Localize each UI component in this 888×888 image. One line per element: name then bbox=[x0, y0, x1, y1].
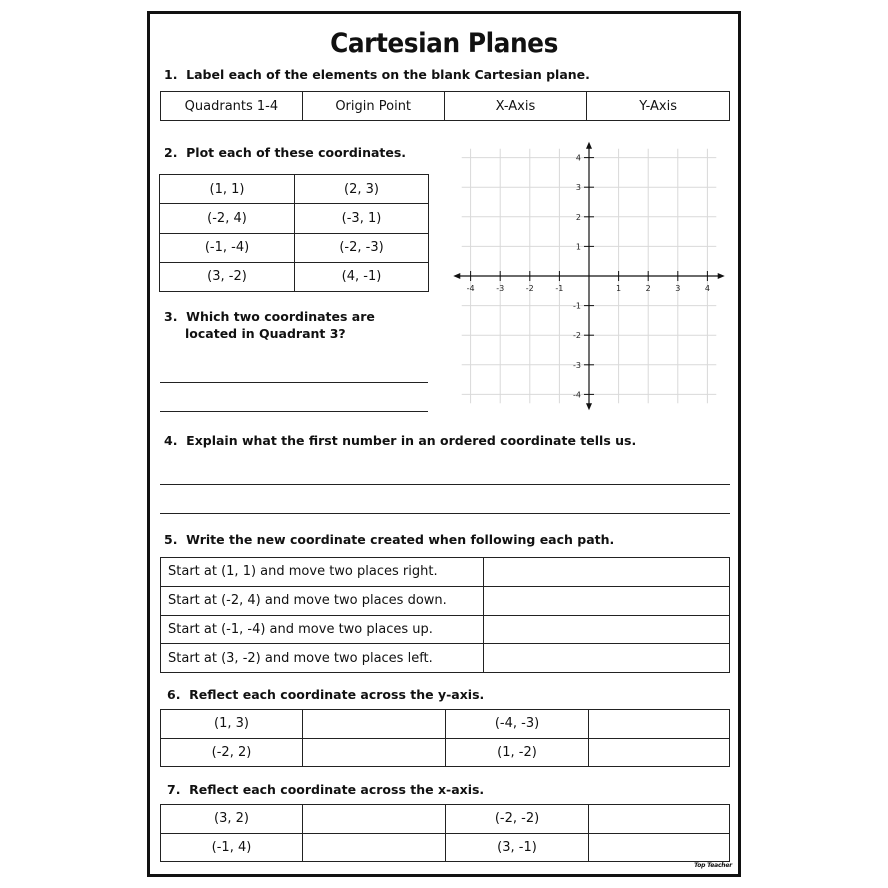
answer-cell bbox=[303, 738, 446, 767]
coord-cell: (3, 2) bbox=[161, 805, 303, 834]
coord-cell: (-1, 4) bbox=[161, 833, 303, 862]
y-axis-arrow-down bbox=[586, 403, 592, 410]
answer-line bbox=[160, 411, 428, 412]
path-instruction: Start at (1, 1) and move two places right. bbox=[161, 558, 484, 587]
x-axis-arrow-left bbox=[453, 273, 460, 279]
answer-cell bbox=[589, 710, 730, 739]
y-tick-label: 1 bbox=[575, 242, 581, 252]
x-tick-label: 3 bbox=[675, 284, 681, 293]
coord-cell: (4, -1) bbox=[295, 262, 429, 291]
reflect-x-table bbox=[160, 804, 730, 862]
coord-cell: (2, 3) bbox=[295, 175, 429, 204]
question-6: 6. Reflect each coordinate across the y-axis. bbox=[167, 687, 485, 702]
y-tick-label: 3 bbox=[575, 183, 581, 193]
coord-cell: (-2, -2) bbox=[446, 805, 589, 834]
label-x-axis: X-Axis bbox=[444, 92, 587, 121]
y-tick-label: -3 bbox=[573, 360, 581, 370]
x-tick-label: 4 bbox=[704, 284, 710, 293]
question-1: 1. Label each of the elements on the blank Cartesian plane. bbox=[164, 67, 590, 82]
cartesian-plane bbox=[452, 140, 730, 416]
answer-cell bbox=[303, 710, 446, 739]
answer-line bbox=[160, 513, 730, 514]
answer-line bbox=[160, 484, 730, 485]
label-y-axis: Y-Axis bbox=[587, 92, 730, 121]
x-tick-label: -2 bbox=[525, 284, 534, 293]
y-tick-label: 2 bbox=[575, 212, 581, 222]
answer-line bbox=[160, 382, 428, 383]
coord-cell: (3, -2) bbox=[160, 262, 295, 291]
question-3-line-2: located in Quadrant 3? bbox=[185, 326, 346, 341]
x-tick-label: 2 bbox=[645, 284, 651, 293]
coord-cell: (-2, -3) bbox=[295, 233, 429, 262]
y-tick-label: 4 bbox=[575, 153, 581, 163]
x-axis-arrow-right bbox=[718, 273, 725, 279]
x-tick-label: -4 bbox=[466, 284, 475, 293]
label-quadrants: Quadrants 1-4 bbox=[161, 92, 303, 121]
answer-cell bbox=[484, 558, 730, 587]
answer-cell bbox=[484, 615, 730, 644]
x-tick-label: 1 bbox=[616, 284, 622, 293]
answer-cell bbox=[484, 586, 730, 615]
x-tick-label: -3 bbox=[496, 284, 505, 293]
coord-cell: (-2, 2) bbox=[161, 738, 303, 767]
label-origin: Origin Point bbox=[302, 92, 444, 121]
coord-cell: (1, 3) bbox=[161, 710, 303, 739]
x-tick-label: -1 bbox=[555, 284, 564, 293]
coord-cell: (-1, -4) bbox=[160, 233, 295, 262]
paths-table bbox=[160, 557, 730, 673]
path-instruction: Start at (3, -2) and move two places left. bbox=[161, 644, 484, 673]
labels-table bbox=[160, 91, 730, 121]
answer-cell bbox=[589, 738, 730, 767]
coord-cell: (-3, 1) bbox=[295, 204, 429, 233]
answer-cell bbox=[484, 644, 730, 673]
question-7: 7. Reflect each coordinate across the x-axis. bbox=[167, 782, 485, 797]
question-2: 2. Plot each of these coordinates. bbox=[164, 145, 407, 160]
coordinates-table bbox=[159, 174, 429, 292]
question-3-line-1: 3. Which two coordinates are bbox=[164, 309, 375, 324]
y-tick-label: -2 bbox=[573, 331, 581, 341]
path-instruction: Start at (-2, 4) and move two places down. bbox=[161, 586, 484, 615]
coord-cell: (-4, -3) bbox=[446, 710, 589, 739]
answer-cell bbox=[303, 833, 446, 862]
page-title: Cartesian Planes bbox=[330, 28, 558, 59]
answer-cell bbox=[589, 833, 730, 862]
worksheet bbox=[147, 11, 741, 877]
coord-cell: (1, 1) bbox=[160, 175, 295, 204]
question-4: 4. Explain what the first number in an ordered coordinate tells us. bbox=[164, 433, 637, 448]
reflect-y-table bbox=[160, 709, 730, 767]
answer-cell bbox=[589, 805, 730, 834]
answer-cell bbox=[303, 805, 446, 834]
coord-cell: (-2, 4) bbox=[160, 204, 295, 233]
y-tick-label: -4 bbox=[573, 390, 581, 400]
y-axis-arrow-up bbox=[586, 142, 592, 149]
coord-cell: (3, -1) bbox=[446, 833, 589, 862]
path-instruction: Start at (-1, -4) and move two places up. bbox=[161, 615, 484, 644]
coord-cell: (1, -2) bbox=[446, 738, 589, 767]
brand-logo: Top Teacher bbox=[694, 862, 732, 869]
y-tick-label: -1 bbox=[573, 301, 581, 311]
question-5: 5. Write the new coordinate created when following each path. bbox=[164, 532, 615, 547]
